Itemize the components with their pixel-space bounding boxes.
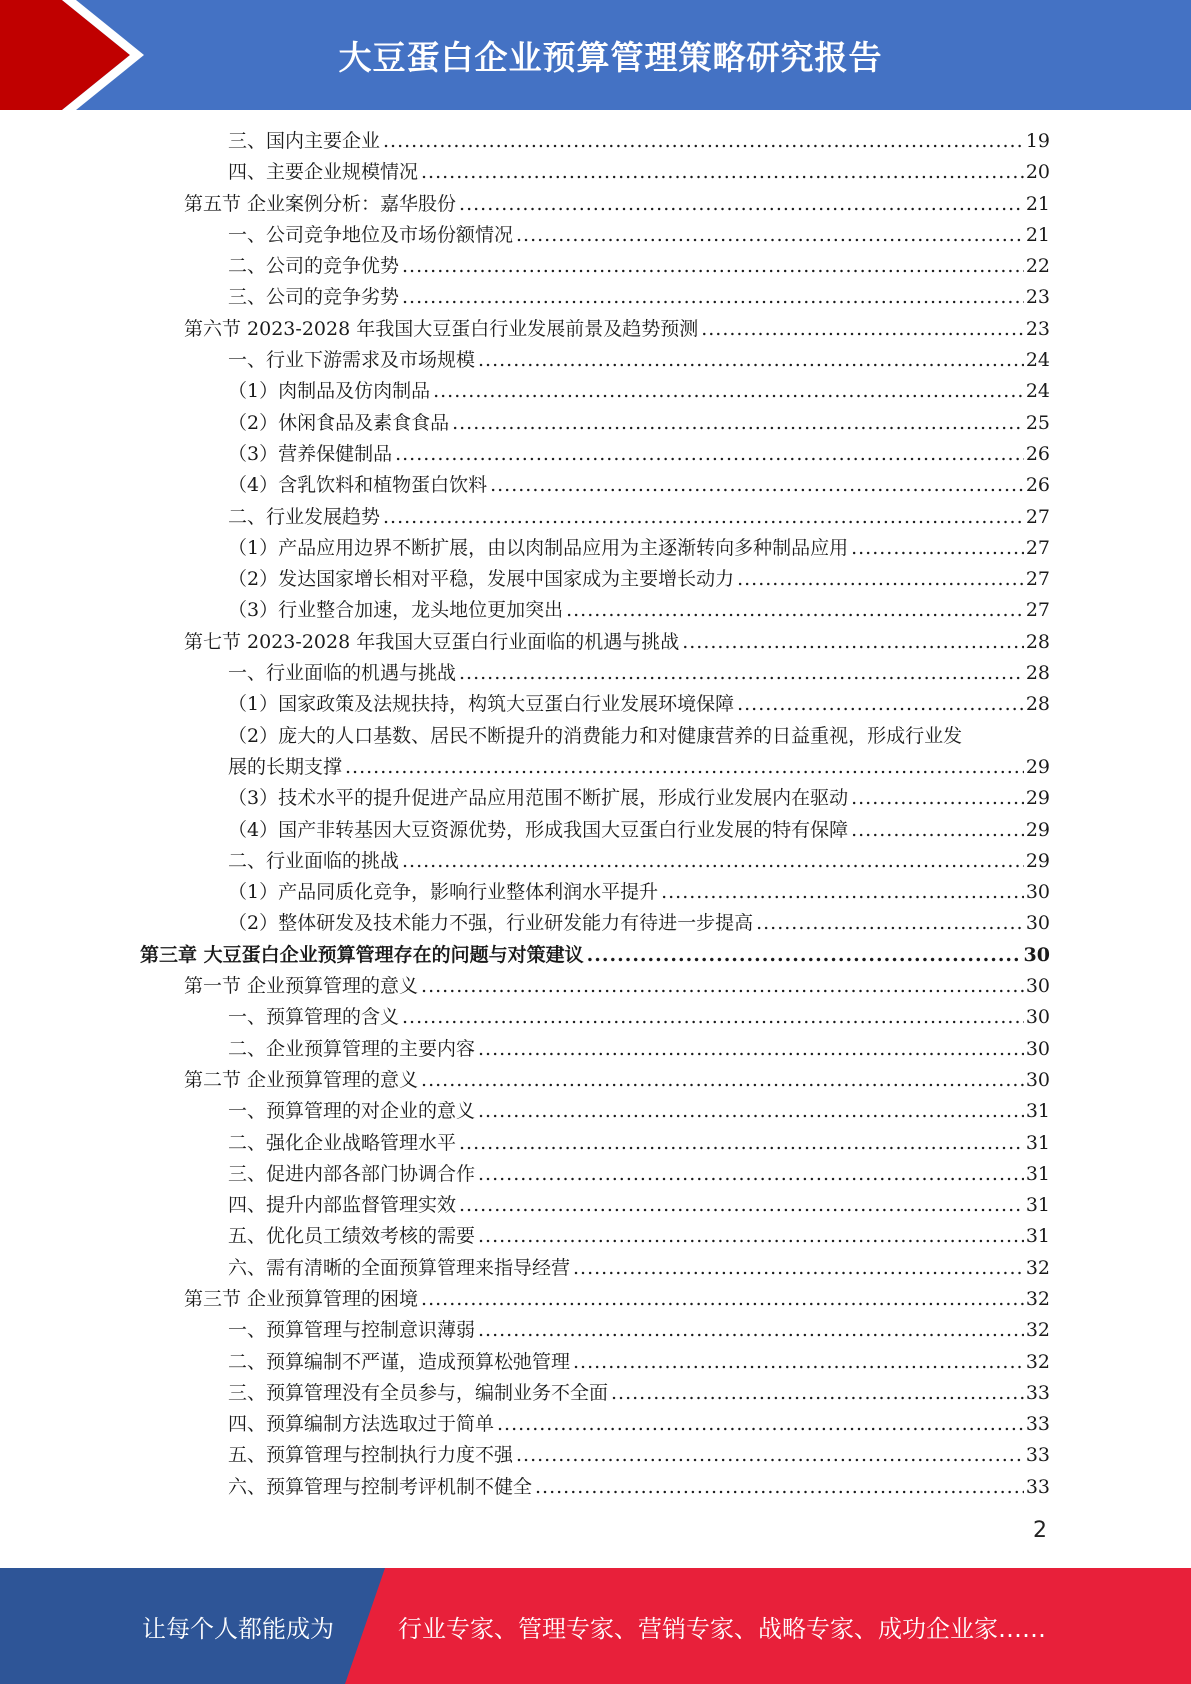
toc-entry-page: 24 [1025, 380, 1050, 403]
toc-entry[interactable] [140, 658, 1050, 689]
toc-entry-page: 22 [1025, 255, 1050, 278]
toc-entry-text: （2）发达国家增长相对平稳，发展中国家成为主要增长动力 [228, 568, 735, 591]
toc-entry-text: 第二节 企业预算管理的意义 [184, 1068, 419, 1091]
toc-entry[interactable] [140, 1096, 1050, 1127]
toc-entry-page: 32 [1025, 1256, 1050, 1279]
toc-entry-text: （2）休闲食品及素食食品 [228, 411, 450, 434]
toc-entry-text: 五、预算管理与控制执行力度不强 [228, 1444, 514, 1467]
page-footer [0, 1568, 1191, 1684]
toc-entry-text: 三、国内主要企业 [228, 130, 381, 152]
toc-leader-dots [418, 971, 1024, 1002]
toc-entry[interactable] [140, 940, 1050, 971]
toc-entry-text: 一、公司竞争地位及市场份额情况 [228, 223, 514, 246]
toc-entry-text: 六、预算管理与控制考评机制不健全 [228, 1475, 533, 1498]
toc-leader-dots [475, 1159, 1024, 1190]
toc-entry[interactable] [140, 1440, 1050, 1471]
toc-entry-text: （4）含乳饮料和植物蛋白饮料 [228, 474, 488, 497]
toc-entry-page: 33 [1025, 1413, 1050, 1436]
toc-entry-text: 一、预算管理的含义 [228, 1006, 400, 1029]
toc-entry[interactable] [140, 376, 1050, 407]
toc-entry-page: 30 [1025, 975, 1050, 998]
toc-leader-dots [532, 1472, 1024, 1503]
toc-leader-dots [570, 1253, 1024, 1284]
toc-entry-page: 28 [1025, 693, 1050, 716]
toc-entry-text: 四、主要企业规模情况 [228, 161, 419, 184]
footer-slogan-left: 让每个人都能成为 [142, 1614, 334, 1643]
toc-entry-text: 展的长期支撑 [228, 755, 343, 778]
toc-entry-text: 二、行业发展趋势 [228, 505, 381, 528]
toc-leader-dots [848, 815, 1024, 846]
toc-entry[interactable] [140, 1221, 1050, 1252]
toc-leader-dots [342, 752, 1024, 783]
toc-leader-dots [608, 1378, 1024, 1409]
toc-entry[interactable] [140, 1253, 1050, 1284]
toc-entry[interactable] [140, 908, 1050, 939]
toc-entry-page: 28 [1025, 662, 1050, 685]
toc-leader-dots [513, 220, 1024, 251]
toc-leader-dots [456, 189, 1024, 220]
toc-entry-text: 四、提升内部监督管理实效 [228, 1194, 457, 1217]
toc-entry-text: 第七节 2023-2028 年我国大豆蛋白行业面临的机遇与挑战 [184, 630, 680, 653]
toc-entry-page: 29 [1025, 787, 1050, 810]
toc-entry[interactable] [140, 877, 1050, 908]
toc-entry-page: 33 [1025, 1444, 1050, 1467]
footer-slogan-right: 行业专家、管理专家、营销专家、战略专家、成功企业家…… [398, 1614, 1046, 1643]
toc-entry[interactable] [140, 439, 1050, 470]
toc-entry-text: 第六节 2023-2028 年我国大豆蛋白行业发展前景及趋势预测 [184, 317, 699, 340]
toc-leader-dots [487, 470, 1024, 501]
toc-entry-page: 30 [1023, 943, 1050, 966]
toc-entry[interactable] [140, 1409, 1050, 1440]
toc-entry[interactable] [140, 846, 1050, 877]
toc-entry-text: 二、公司的竞争优势 [228, 255, 400, 278]
toc-entry-page: 30 [1025, 912, 1050, 935]
report-title: 大豆蛋白企业预算管理策略研究报告 [338, 37, 883, 77]
toc-entry[interactable] [140, 408, 1050, 439]
toc-entry-text: 第五节 企业案例分析：嘉华股份 [184, 192, 457, 215]
toc-entry-page: 26 [1025, 442, 1050, 465]
toc-entry-page: 21 [1025, 192, 1050, 215]
toc-entry-text: 三、公司的竞争劣势 [228, 286, 400, 309]
toc-leader-dots [475, 345, 1024, 376]
toc-leader-dots [449, 408, 1024, 439]
toc-entry[interactable] [140, 1347, 1050, 1378]
toc-entry-text: （2）整体研发及技术能力不强，行业研发能力有待进一步提高 [228, 912, 754, 935]
toc-leader-dots [584, 940, 1022, 971]
toc-entry-text: 二、企业预算管理的主要内容 [228, 1037, 476, 1060]
toc-entry[interactable] [140, 752, 1050, 783]
toc-entry-page: 29 [1025, 818, 1050, 841]
toc-entry-page: 27 [1025, 599, 1050, 622]
toc-entry-text: （3）营养保健制品 [228, 442, 393, 465]
toc-entry-page: 29 [1025, 755, 1050, 778]
toc-entry-page: 25 [1025, 411, 1050, 434]
toc-entry-page: 31 [1025, 1162, 1050, 1185]
toc-leader-dots [475, 1034, 1024, 1065]
toc-entry-text: 一、预算管理的对企业的意义 [228, 1100, 476, 1123]
toc-leader-dots [418, 157, 1024, 188]
toc-entry[interactable] [140, 502, 1050, 533]
toc-leader-dots [380, 126, 1024, 157]
toc-leader-dots [848, 783, 1024, 814]
toc-entry[interactable] [140, 1315, 1050, 1346]
toc-entry-text: 第三节 企业预算管理的困境 [184, 1287, 419, 1310]
toc-entry-page: 30 [1025, 1037, 1050, 1060]
toc-entry-text: 五、优化员工绩效考核的需要 [228, 1225, 476, 1248]
toc-entry-page: 32 [1025, 1319, 1050, 1342]
toc-entry[interactable] [140, 627, 1050, 658]
toc-entry-page: 27 [1025, 568, 1050, 591]
toc-entry-page: 30 [1025, 1006, 1050, 1029]
toc-entry[interactable] [140, 971, 1050, 1002]
toc-entry-page: 31 [1025, 1100, 1050, 1123]
toc-leader-dots [399, 846, 1024, 877]
toc-entry[interactable] [140, 1378, 1050, 1409]
toc-leader-dots [563, 595, 1024, 626]
toc-leader-dots [513, 1440, 1024, 1471]
toc-entry-text: 第三章 大豆蛋白企业预算管理存在的问题与对策建议 [140, 943, 584, 966]
toc-entry[interactable] [140, 126, 1050, 157]
toc-entry-text: 第一节 企业预算管理的意义 [184, 975, 419, 998]
toc-entry-text: 二、行业面临的挑战 [228, 849, 400, 872]
toc-entry[interactable] [140, 1159, 1050, 1190]
toc-entry[interactable] [140, 564, 1050, 595]
toc-entry[interactable] [140, 1284, 1050, 1315]
toc-leader-dots [399, 251, 1024, 282]
toc-entry[interactable] [140, 1034, 1050, 1065]
toc-entry-page: 21 [1025, 223, 1050, 246]
toc-entry[interactable] [140, 1190, 1050, 1221]
toc-entry-page: 32 [1025, 1350, 1050, 1373]
toc-entry-text: （2）庞大的人口基数、居民不断提升的消费能力和对健康营养的日益重视，形成行业发 [228, 724, 963, 747]
toc-leader-dots [456, 658, 1024, 689]
toc-entry[interactable] [140, 1128, 1050, 1159]
toc-entry-page: 20 [1025, 161, 1050, 184]
page-header [0, 0, 1191, 110]
toc-entry-text: （3）行业整合加速，龙头地位更加突出 [228, 599, 564, 622]
toc-leader-dots [418, 1065, 1024, 1096]
toc-entry[interactable] [140, 815, 1050, 846]
toc-entry-text: 一、行业面临的机遇与挑战 [228, 662, 457, 685]
toc-leader-dots [658, 877, 1024, 908]
toc-entry-page: 27 [1025, 505, 1050, 528]
toc-entry-page: 30 [1025, 881, 1050, 904]
toc-entry-page: 31 [1025, 1194, 1050, 1217]
toc-entry[interactable] [140, 251, 1050, 282]
toc-entry[interactable] [140, 220, 1050, 251]
toc-entry[interactable] [140, 282, 1050, 313]
toc-leader-dots [679, 627, 1024, 658]
toc-entry-text: 三、预算管理没有全员参与，编制业务不全面 [228, 1381, 609, 1404]
toc-entry-text: 三、促进内部各部门协调合作 [228, 1162, 476, 1185]
toc-leader-dots [430, 376, 1024, 407]
toc-entry-page: 28 [1025, 630, 1050, 653]
toc-leader-dots [753, 908, 1024, 939]
toc-entry[interactable] [140, 1472, 1050, 1503]
toc-leader-dots [570, 1347, 1024, 1378]
toc-entry[interactable] [140, 189, 1050, 220]
toc-entry[interactable] [140, 1002, 1050, 1033]
toc-entry-text: 一、预算管理与控制意识薄弱 [228, 1319, 476, 1342]
toc-leader-dots [698, 314, 1024, 345]
toc-entry-text: 四、预算编制方法选取过于简单 [228, 1413, 495, 1436]
header-arrow-decoration [0, 0, 200, 110]
toc-leader-dots [734, 689, 1024, 720]
toc-entry[interactable] [140, 157, 1050, 188]
toc-entry-page: 27 [1025, 536, 1050, 559]
toc-entry-text: （1）产品同质化竞争，影响行业整体利润水平提升 [228, 881, 659, 904]
toc-leader-dots [456, 1190, 1024, 1221]
toc-entry-text: （1）肉制品及仿肉制品 [228, 380, 431, 403]
toc-leader-dots [418, 1284, 1024, 1315]
toc-entry-text: 一、行业下游需求及市场规模 [228, 349, 476, 372]
toc-entry-page: 23 [1025, 317, 1050, 340]
toc-entry[interactable] [140, 470, 1050, 501]
toc-leader-dots [392, 439, 1024, 470]
toc-leader-dots [494, 1409, 1024, 1440]
toc-leader-dots [399, 1002, 1024, 1033]
toc-entry-text: 六、需有清晰的全面预算管理来指导经营 [228, 1256, 571, 1279]
toc-entry-text: （4）国产非转基因大豆资源优势，形成我国大豆蛋白行业发展的特有保障 [228, 818, 849, 841]
toc-entry[interactable] [140, 783, 1050, 814]
table-of-contents [140, 126, 1050, 1503]
toc-entry[interactable] [140, 345, 1050, 376]
toc-leader-dots [399, 282, 1024, 313]
toc-leader-dots [475, 1315, 1024, 1346]
toc-entry[interactable] [140, 595, 1050, 626]
toc-entry-page: 31 [1025, 1225, 1050, 1248]
toc-leader-dots [475, 1096, 1024, 1127]
toc-entry-page: 24 [1025, 349, 1050, 372]
toc-leader-dots [475, 1221, 1024, 1252]
toc-leader-dots [456, 1128, 1024, 1159]
toc-entry-page: 33 [1025, 1381, 1050, 1404]
toc-entry[interactable] [140, 533, 1050, 564]
toc-entry[interactable] [140, 1065, 1050, 1096]
toc-entry-text: （1）产品应用边界不断扩展，由以肉制品应用为主逐渐转向多种制品应用 [228, 536, 849, 559]
toc-entry-text: （1）国家政策及法规扶持，构筑大豆蛋白行业发展环境保障 [228, 693, 735, 716]
toc-entry-page: 30 [1025, 1068, 1050, 1091]
toc-entry-text: （3）技术水平的提升促进产品应用范围不断扩展，形成行业发展内在驱动 [228, 787, 849, 810]
toc-leader-dots [848, 533, 1024, 564]
toc-entry-page: 31 [1025, 1131, 1050, 1154]
toc-entry-page: 26 [1025, 474, 1050, 497]
page-number: 2 [1033, 1518, 1047, 1543]
toc-entry[interactable] [140, 314, 1050, 345]
toc-entry-page: 19 [1025, 130, 1050, 152]
toc-entry-text: 二、预算编制不严谨，造成预算松弛管理 [228, 1350, 571, 1373]
toc-entry-page: 33 [1025, 1475, 1050, 1498]
toc-entry-page: 32 [1025, 1287, 1050, 1310]
toc-leader-dots [734, 564, 1024, 595]
toc-entry-text: 二、强化企业战略管理水平 [228, 1131, 457, 1154]
toc-leader-dots [380, 502, 1024, 533]
toc-entry-page: 23 [1025, 286, 1050, 309]
toc-entry[interactable] [140, 689, 1050, 720]
toc-entry-page: 29 [1025, 849, 1050, 872]
